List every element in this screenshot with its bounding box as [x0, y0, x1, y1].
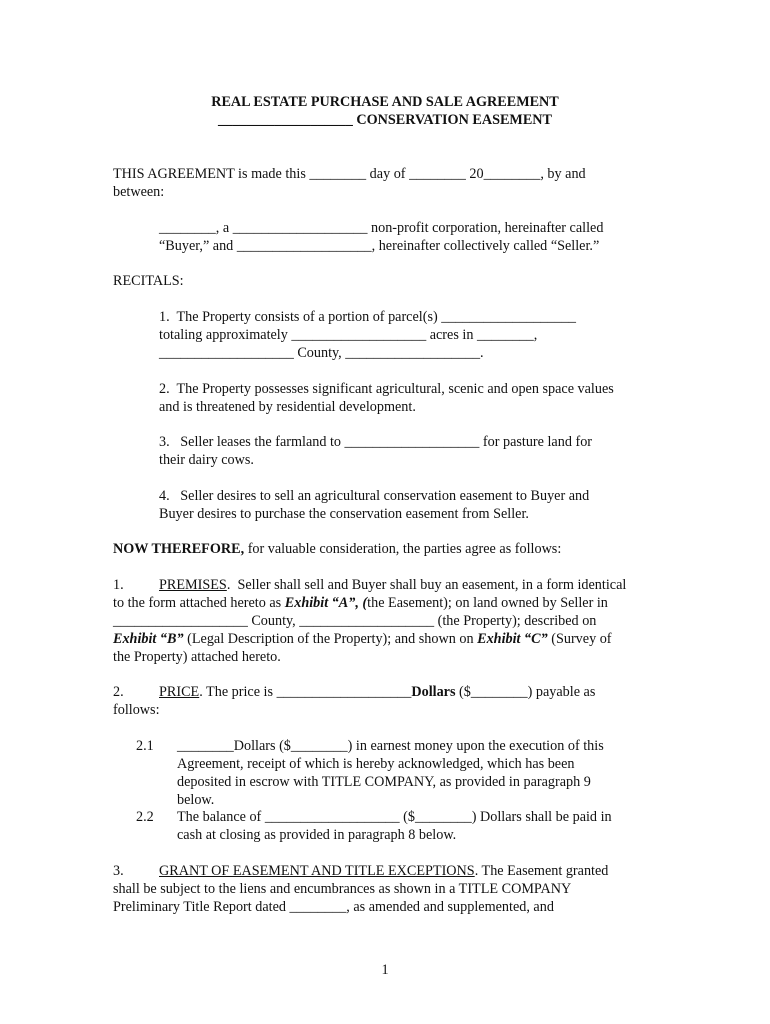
- section-2-line-1-post: ($________) payable as: [455, 684, 596, 700]
- recitals-heading: RECITALS:: [113, 273, 184, 289]
- section-3-line-1: [159, 863, 608, 880]
- title-line-2: ___________________ CONSERVATION EASEMENT: [218, 112, 552, 128]
- section-3-line-2: shall be subject to the liens and encumbrances as shown in a TITLE COMPANY: [113, 881, 572, 897]
- section-1-line-2-post: the Easement); on land owned by Seller in: [367, 595, 608, 611]
- parties-line-1: ________, a ___________________ non-profit corporation, hereinafter called: [159, 220, 604, 236]
- section-1-line-4-mid: (Legal Description of the Property); and shown on: [183, 631, 478, 647]
- now-therefore-bold: NOW THEREFORE,: [113, 541, 245, 557]
- subsection-2-2-line-2: cash at closing as provided in paragraph 8 below.: [177, 827, 457, 843]
- section-3-number: 3.: [113, 863, 124, 879]
- subsection-2-1-number: 2.1: [136, 738, 154, 754]
- recital-2-line-1: 2. The Property possesses significant agricultural, scenic and open space values: [159, 381, 614, 397]
- section-3-line-1-text: . The Easement granted: [474, 863, 609, 879]
- dollars-label: Dollars: [411, 684, 456, 700]
- subsection-2-1-line-1: ________Dollars ($________) in earnest money upon the execution of this: [177, 738, 604, 754]
- section-3-heading: GRANT OF EASEMENT AND TITLE EXCEPTIONS: [159, 863, 475, 879]
- section-1-line-1-text: . Seller shall sell and Buyer shall buy an easement, in a form identical: [226, 577, 627, 593]
- now-therefore-rest: for valuable consideration, the parties agree as follows:: [244, 541, 562, 557]
- subsection-2-1-line-4: below.: [177, 792, 215, 808]
- section-2-number: 2.: [113, 684, 124, 700]
- title-line-1: REAL ESTATE PURCHASE AND SALE AGREEMENT: [211, 94, 559, 110]
- recital-1-line-2: totaling approximately ___________________ acres in ________,: [159, 327, 538, 343]
- intro-line-1: THIS AGREEMENT is made this ________ day of ________ 20________, by and: [113, 166, 586, 182]
- recital-1-line-1: 1. The Property consists of a portion of parcel(s) ___________________: [159, 309, 577, 325]
- intro-line-2: between:: [113, 184, 165, 200]
- section-2-line-1: [159, 684, 595, 701]
- recital-3-line-1: 3. Seller leases the farmland to ___________________ for pasture land for: [159, 434, 593, 450]
- exhibit-a-ref: Exhibit “A”, (: [284, 595, 368, 611]
- recital-3-line-2: their dairy cows.: [159, 452, 254, 468]
- section-1-heading: PREMISES: [159, 577, 227, 593]
- recital-4-line-2: Buyer desires to purchase the conservation easement from Seller.: [159, 506, 529, 522]
- section-1-line-1: [159, 577, 626, 594]
- section-1-line-4: [113, 631, 612, 648]
- section-1-line-2: [113, 595, 608, 612]
- section-1-line-3: ___________________ County, ___________________ (the Property); described on: [113, 613, 597, 629]
- subsection-2-1-line-3: deposited in escrow with TITLE COMPANY, as provided in paragraph 9: [177, 774, 591, 790]
- subsection-2-2-line-1: The balance of ___________________ ($________) Dollars shall be paid in: [177, 809, 612, 825]
- exhibit-b-ref: Exhibit “B”: [113, 631, 184, 647]
- now-therefore-line: [113, 541, 561, 558]
- section-1-number: 1.: [113, 577, 124, 593]
- exhibit-c-ref: Exhibit “C”: [477, 631, 548, 647]
- page-number: 1: [381, 962, 389, 978]
- recital-4-line-1: 4. Seller desires to sell an agricultural conservation easement to Buyer and: [159, 488, 590, 504]
- section-1-line-5: the Property) attached hereto.: [113, 649, 281, 665]
- subsection-2-1-line-2: Agreement, receipt of which is hereby acknowledged, which has been: [177, 756, 575, 772]
- section-2-heading: PRICE: [159, 684, 200, 700]
- subsection-2-2-number: 2.2: [136, 809, 154, 825]
- section-3-line-3: Preliminary Title Report dated ________, as amended and supplemented, and: [113, 899, 554, 915]
- recital-2-line-2: and is threatened by residential development.: [159, 399, 416, 415]
- parties-line-2: “Buyer,” and ___________________, hereinafter collectively called “Seller.”: [159, 238, 600, 254]
- section-2-line-2: follows:: [113, 702, 160, 718]
- section-1-line-4-post: (Survey of: [547, 631, 612, 647]
- recital-1-line-3: ___________________ County, ___________________.: [159, 345, 484, 361]
- section-2-line-1-text: . The price is ___________________: [199, 684, 412, 700]
- section-1-line-2-pre: to the form attached hereto as: [113, 595, 285, 611]
